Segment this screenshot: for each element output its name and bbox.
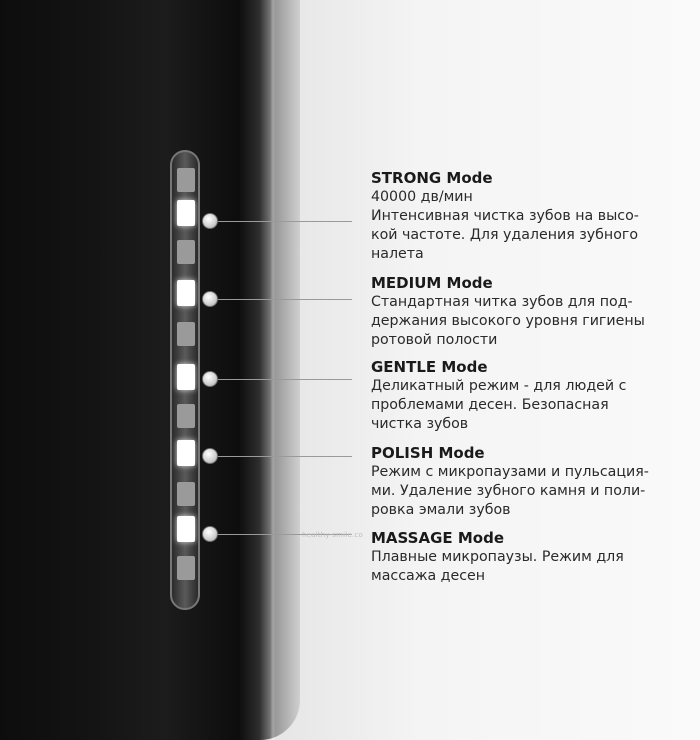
- indicator-light-massage: [177, 516, 195, 542]
- mode-description: Режим с микропаузами и пульсация- ми. Удаление зубного камня и поли- ровка эмали зубов: [371, 464, 649, 518]
- indicator-gap-segment: [177, 240, 195, 264]
- indicator-light-gentle: [177, 364, 195, 390]
- watermark-text: healthy-smile.co: [302, 531, 363, 539]
- mode-description: Плавные микропаузы. Режим для массажа десен: [371, 549, 624, 584]
- leader-line-strong: [210, 221, 352, 222]
- mode-block-massage: [371, 528, 671, 586]
- indicator-gap-segment: [177, 322, 195, 346]
- mode-title: MASSAGE Mode: [371, 529, 505, 547]
- indicator-gap-segment: [177, 168, 195, 192]
- indicator-light-medium: [177, 280, 195, 306]
- mode-title: MEDIUM Mode: [371, 274, 493, 292]
- indicator-dot-medium: [202, 291, 218, 307]
- mode-title: POLISH Mode: [371, 444, 485, 462]
- leader-line-polish: [210, 456, 352, 457]
- mode-description: Стандартная читка зубов для под- держания высокого уровня гигиены ротовой полости: [371, 294, 645, 348]
- mode-block-medium: [371, 273, 671, 350]
- mode-block-strong: [371, 168, 671, 264]
- mode-block-polish: [371, 443, 671, 520]
- handle-edge-highlight: [270, 0, 276, 740]
- mode-description: 40000 дв/мин Интенсивная чистка зубов на высо- кой частоте. Для удаления зубного налета: [371, 189, 639, 262]
- mode-indicator-panel: [170, 150, 200, 610]
- indicator-gap-segment: [177, 482, 195, 506]
- indicator-dot-strong: [202, 213, 218, 229]
- mode-title: STRONG Mode: [371, 169, 493, 187]
- indicator-dot-massage: [202, 526, 218, 542]
- leader-line-medium: [210, 299, 352, 300]
- mode-title: GENTLE Mode: [371, 358, 488, 376]
- mode-description: Деликатный режим - для людей с проблемами десен. Безопасная чистка зубов: [371, 378, 627, 432]
- indicator-dot-gentle: [202, 371, 218, 387]
- mode-block-gentle: [371, 357, 671, 434]
- indicator-light-polish: [177, 440, 195, 466]
- leader-line-gentle: [210, 379, 352, 380]
- toothbrush-handle: [0, 0, 300, 740]
- indicator-gap-segment: [177, 404, 195, 428]
- indicator-dot-polish: [202, 448, 218, 464]
- indicator-gap-segment: [177, 556, 195, 580]
- indicator-light-strong: [177, 200, 195, 226]
